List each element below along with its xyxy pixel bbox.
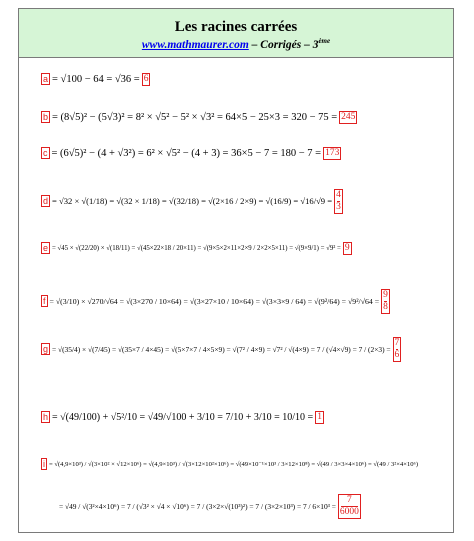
item-expression: = √100 − 64 = √36 =: [52, 73, 140, 85]
item-answer-fraction: [381, 289, 390, 314]
item-label: f: [43, 296, 46, 306]
item-expression: = √(4,9×10³) / √(3×10² × √12×10⁶) = √(4,9×10³) / √(3×12×10²×10⁶) = √(49×10⁻¹×10³ / 3×12×10⁸) = √(49 / 3×3×4×10⁶) = √(49 / 3²×4×10⁶): [49, 461, 419, 468]
exercise-a: [41, 69, 150, 89]
subtitle-superscript: ème: [318, 37, 331, 45]
answer-numerator: 7: [394, 337, 400, 348]
site-link[interactable]: www.mathmaurer.com: [141, 38, 249, 51]
item-expression: = √(3/10) × √270/√64 = √(3×270 / 10×64) = √(3×27×10 / 10×64) = √(3×3×9 / 64) = √(9²/64) = √9²/√64 =: [49, 296, 380, 306]
subtitle-text: – Corrigés – 3: [248, 38, 319, 51]
item-label: g: [43, 344, 49, 354]
item-answer-fraction: [393, 337, 402, 362]
answer-numerator: 7: [347, 494, 352, 505]
exercise-d: [41, 184, 343, 218]
answer-denominator: 6000: [339, 506, 359, 517]
item-answer: 9: [344, 242, 350, 253]
exercise-i-continued: [59, 489, 361, 523]
item-label: d: [43, 196, 49, 206]
header-banner: [19, 9, 453, 58]
item-answer: 1: [317, 411, 322, 422]
item-answer: 173: [325, 147, 340, 158]
item-label: c: [43, 148, 48, 158]
answer-numerator: 9: [383, 289, 388, 300]
exercise-f: [41, 284, 390, 318]
item-label: e: [43, 243, 49, 253]
item-answer: 245: [341, 111, 356, 122]
item-label: b: [43, 112, 49, 122]
item-expression: = √45 × √(22/20) × √(18/11) = √(45×22×18 / 20×11) = √(9×5×2×11×2×9 / 2×2×5×11) = √(9×9/1) = √9² =: [52, 244, 341, 252]
answer-denominator: 3: [336, 201, 341, 212]
exercise-c: [41, 143, 341, 163]
item-answer-fraction: [334, 189, 343, 214]
worksheet-frame: [18, 8, 454, 533]
exercise-e: [41, 232, 352, 264]
answer-numerator: 4: [336, 189, 341, 200]
item-expression: = √(35/4) × √(7/45) = √(35×7 / 4×45) = √(5×7×7 / 4×5×9) = √(7² / 4×9) = √7² / √(4×9) = 7 / (√4×√9) = 7 / (2×3) =: [52, 344, 391, 354]
exercise-i: [41, 449, 418, 479]
item-expression: = √49 / √(3²×4×10⁶) = 7 / (√3² × √4 × √10⁶) = 7 / (3×2×√(10³)²) = 7 / (3×2×10³) = 7 / 6×10³ =: [59, 501, 336, 511]
item-label: i: [43, 459, 45, 469]
item-answer-fraction: [338, 494, 361, 519]
item-expression: = √32 × √(1/18) = √(32 × 1/18) = √(32/18) = √(2×16 / 2×9) = √(16/9) = √16/√9 =: [52, 196, 333, 206]
item-expression: = (8√5)² − (5√3)² = 8² × √5² − 5² × √3² = 64×5 − 25×3 = 320 − 75 =: [52, 111, 338, 123]
exercise-g: [41, 332, 401, 366]
page-subtitle: [19, 37, 453, 51]
answer-denominator: 8: [383, 301, 388, 312]
item-expression: = (6√5)² − (4 + √3²) = 6² × √5² − (4 + 3) = 36×5 − 7 = 180 − 7 =: [51, 147, 322, 159]
page-title: Les racines carrées: [174, 19, 298, 35]
answer-denominator: 6: [394, 349, 400, 360]
exercise-h: [41, 401, 324, 433]
item-label: h: [43, 412, 49, 422]
item-answer: 6: [143, 73, 149, 84]
item-expression: = √(49/100) + √5²/10 = √49/√100 + 3/10 = 7/10 + 3/10 = 10/10 =: [52, 411, 314, 423]
exercise-b: [41, 107, 357, 127]
item-label: a: [43, 74, 49, 84]
